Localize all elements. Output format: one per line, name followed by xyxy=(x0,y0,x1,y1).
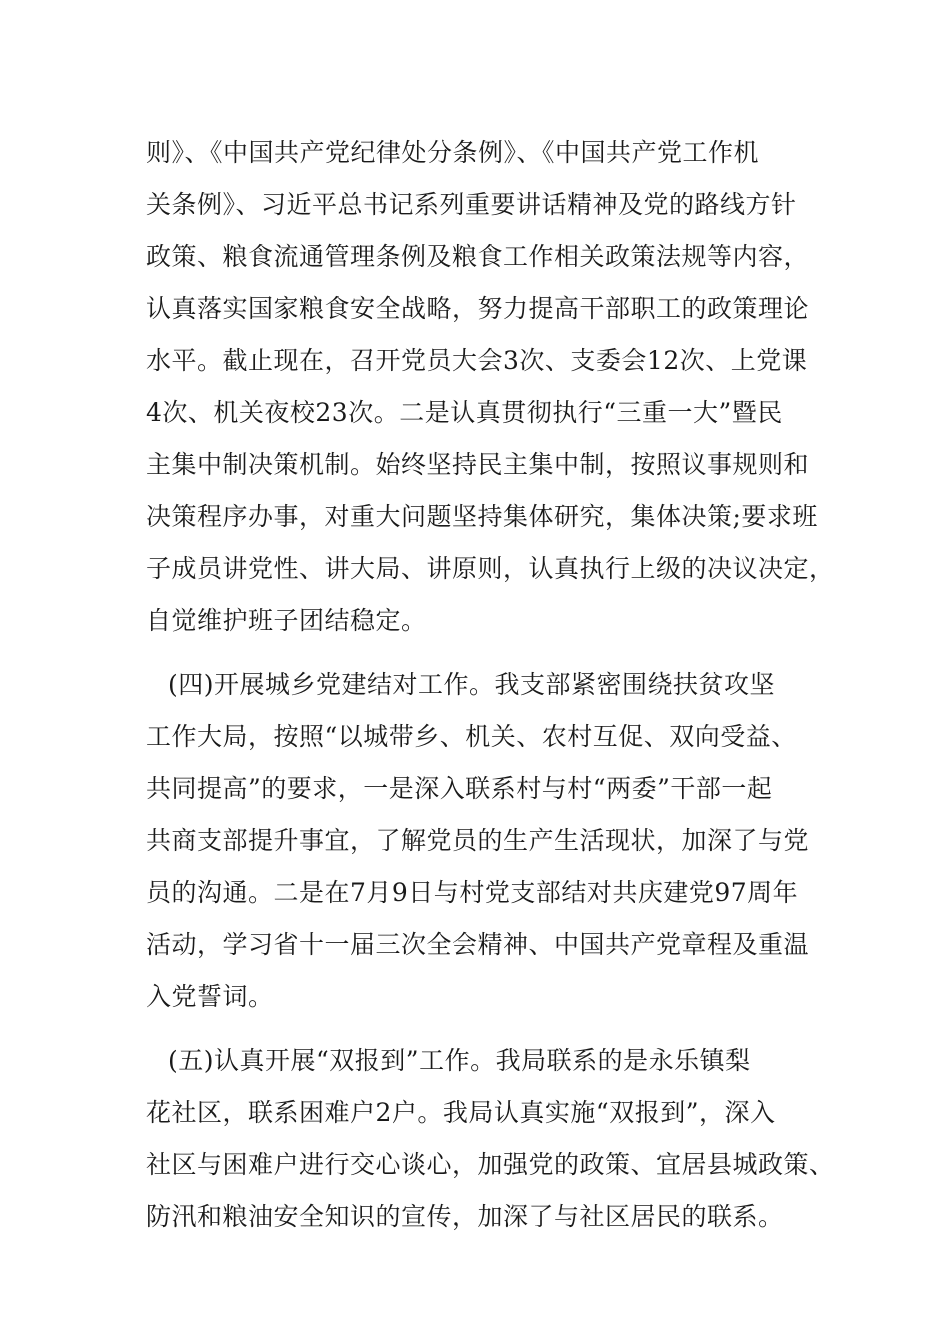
text-line: 花社区，联系困难户2户。我局认真实施“双报到”，深入 xyxy=(146,1098,776,1127)
text-line: 员的沟通。二是在7月9日与村党支部结对共庆建党97周年 xyxy=(146,878,799,907)
text-line: 主集中制决策机制。始终坚持民主集中制，按照议事规则和 xyxy=(146,450,810,479)
text-line: 关条例》、习近平总书记系列重要讲话精神及党的路线方针 xyxy=(146,190,797,219)
section-heading-line: (五)认真开展“双报到”工作。我局联系的是永乐镇梨 xyxy=(168,1046,751,1075)
text-line: 自觉维护班子团结稳定。 xyxy=(146,606,427,635)
text-line: 政策、粮食流通管理条例及粮食工作相关政策法规等内容， xyxy=(146,242,810,271)
text-line: 共商支部提升事宜，了解党员的生产生活现状，加深了与党 xyxy=(146,826,810,855)
text-line: 决策程序办事，对重大问题坚持集体研究，集体决策;要求班 xyxy=(146,502,818,531)
text-line: 认真落实国家粮食安全战略，努力提高干部职工的政策理论 xyxy=(146,294,810,323)
text-line: 入党誓词。 xyxy=(146,982,274,1011)
text-line: 防汛和粮油安全知识的宣传，加深了与社区居民的联系。 xyxy=(146,1202,784,1231)
text-line: 工作大局，按照“以城带乡、机关、农村互促、双向受益、 xyxy=(146,722,797,751)
text-line: 子成员讲党性、讲大局、讲原则，认真执行上级的决议决定， xyxy=(146,554,835,583)
text-line: 水平。截止现在，召开党员大会3次、支委会12次、上党课 xyxy=(146,346,808,375)
text-line: 社区与困难户进行交心谈心，加强党的政策、宜居县城政策、 xyxy=(146,1150,835,1179)
text-line: 4次、机关夜校23次。二是认真贯彻执行“三重一大”暨民 xyxy=(146,398,783,427)
text-line: 共同提高”的要求，一是深入联系村与村“两委”干部一起 xyxy=(146,774,773,803)
section-heading-line: (四)开展城乡党建结对工作。我支部紧密围绕扶贫攻坚 xyxy=(168,670,776,699)
text-line: 则》、《中国共产党纪律处分条例》、《中国共产党工作机 xyxy=(146,138,760,167)
text-line: 活动，学习省十一届三次全会精神、中国共产党章程及重温 xyxy=(146,930,810,959)
